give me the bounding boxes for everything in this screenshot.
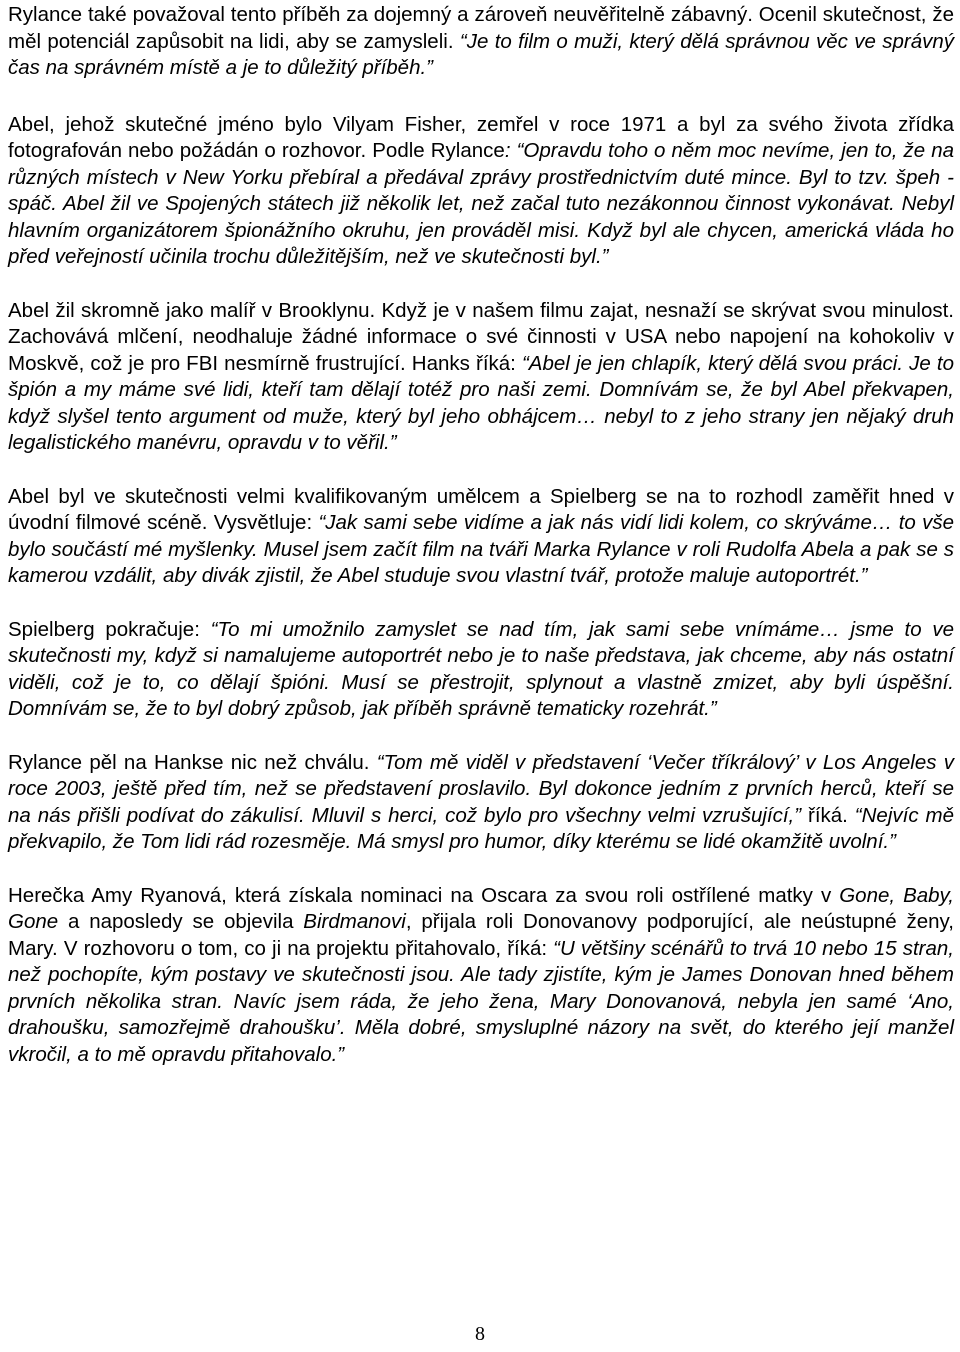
page-number: 8 xyxy=(475,1323,485,1345)
text-segment: Rylance pěl na Hankse nic než chválu. xyxy=(8,750,377,774)
italic-text-segment: Gone, Baby, Gone xyxy=(8,883,954,933)
italic-text-segment: “To mi umožnilo zamyslet se nad tím, jak sami sebe vnímáme… jsme to ve skutečnosti my, když si namalujeme autoportrét nebo je to naše představa, jak chceme, aby nás ostatní viděli, což je to, co dělají špióni. Musí se přestrojit, splynout a vlastně zmizet, aby byli úspěšní. Domnívám se, že to byl dobrý způsob, jak příběh správně tematicky rozehrát.” xyxy=(8,617,954,720)
italic-text-segment: “U většiny scénářů to trvá 10 nebo 15 stran, než pochopíte, kým postavy ve skutečnosti jsou. Ale tady zjistíte, kým je James Donovan hned během prvních několika stran. Navíc jsem ráda, že jeho žena, Mary Donovanová, nebyla jen samé ‘Ano, drahoušku, samozřejmě drahoušku’. Měla dobré, smysluplné názory na svět, do kterého její manžel vkročil, a to mě opravdu přitahovalo.” xyxy=(8,936,955,1066)
paragraph xyxy=(8,484,954,590)
italic-text-segment: “Tom mě viděl v představení ‘Večer tříkrálový’ v Los Angeles v roce 2003, ještě před tím, než se představení proslavilo. Byl dokonce jedním z prvních herců, kteří se na nás přišli podívat do zákulisí. Mluvil s herci, což bylo pro všechny velmi vzrušující,” xyxy=(8,750,954,827)
italic-text-segment: “Nejvíc mě překvapilo, že Tom lidi rád rozesměje. Má smysl pro humor, díky kterému se lidé okamžitě uvolní.” xyxy=(8,803,954,853)
text-segment: Abel byl ve skutečnosti velmi kvalifikovaným umělcem a Spielberg se na to rozhodl zaměřit hned v úvodní filmové scéně. Vysvětluje: xyxy=(8,484,954,534)
text-segment: Abel, jehož skutečné jméno bylo Vilyam Fisher, zemřel v roce 1971 a byl za svého života zřídka fotografován nebo požádán o rozhovor. Podle Rylance xyxy=(8,112,954,162)
text-segment: říká. xyxy=(801,803,855,827)
article-body xyxy=(8,2,954,1068)
text-segment: Rylance také považoval tento příběh za dojemný a zároveň neuvěřitelně zábavný. Ocenil skutečnost, že měl potenciál zapůsobit na lidi, aby se zamysleli. xyxy=(8,3,954,53)
paragraph xyxy=(8,617,954,723)
paragraph xyxy=(8,883,954,1069)
italic-text-segment: “Je to film o muži, který dělá správnou věc ve správný čas na správném místě a je to důležitý příběh.” xyxy=(8,29,955,79)
paragraph xyxy=(8,112,954,271)
text-segment: a naposledy se objevila xyxy=(58,910,304,933)
italic-text-segment: “Abel je jen chlapík, který dělá svou práci. Je to špión a my máme své lidi, kteří tam dělají totéž pro naši zemi. Domnívám se, že byl Abel překvapen, když slyšel tento argument od muže, který byl jeho obhájcem… nebyl to z jeho strany jen nějaký druh legalistického manévru, opravdu v to věřil.” xyxy=(8,351,954,454)
text-segment: Spielberg pokračuje: xyxy=(8,617,211,641)
paragraph xyxy=(8,298,954,457)
paragraph xyxy=(8,750,954,856)
text-segment: , přijala roli Donovanovy podporující, ale neústupné ženy, Mary. V rozhovoru o tom, co ji na projektu přitahovalo, říká: xyxy=(8,910,954,960)
text-segment: Abel žil skromně jako malíř v Brooklynu. Když je v našem filmu zajat, nesnaží se skrývat svou minulost. Zachovává mlčení, neodhaluje žádné informace o své činnosti v USA nebo napojení na kohokoliv v Moskvě, což je pro FBI nesmírně frustrující. Hanks říká: xyxy=(8,298,954,375)
italic-text-segment: : “Opravdu toho o něm moc nevíme, jen to, že na různých místech v New Yorku přebíral a předával zprávy prostřednictvím duté mince. Byl to tzv. špeh - spáč. Abel žil ve Spojených státech již několik let, než začal tuto nezákonnou činnost vykonávat. Nebyl hlavním organizátorem špionážního okruhu, jen prováděl misi. Když byl ale chycen, americká vláda ho před veřejností učinila trochu důležitějším, než ve skutečnosti byl.” xyxy=(8,139,954,268)
italic-text-segment: “Jak sami sebe vidíme a jak nás vidí lidi kolem, co skrýváme… to vše bylo součástí mé myšlenky. Musel jsem začít film na tváři Marka Rylance v roli Rudolfa Abela a pak se s kamerou vzdálit, aby divák zjistil, že Abel studuje svou vlastní tvář, protože maluje autoportrét.” xyxy=(8,511,954,587)
italic-text-segment: Birdmanovi xyxy=(303,910,406,933)
paragraph xyxy=(8,2,954,82)
text-segment: Herečka Amy Ryanová, která získala nominaci na Oscara za svou roli ostřílené matky v xyxy=(8,883,840,907)
